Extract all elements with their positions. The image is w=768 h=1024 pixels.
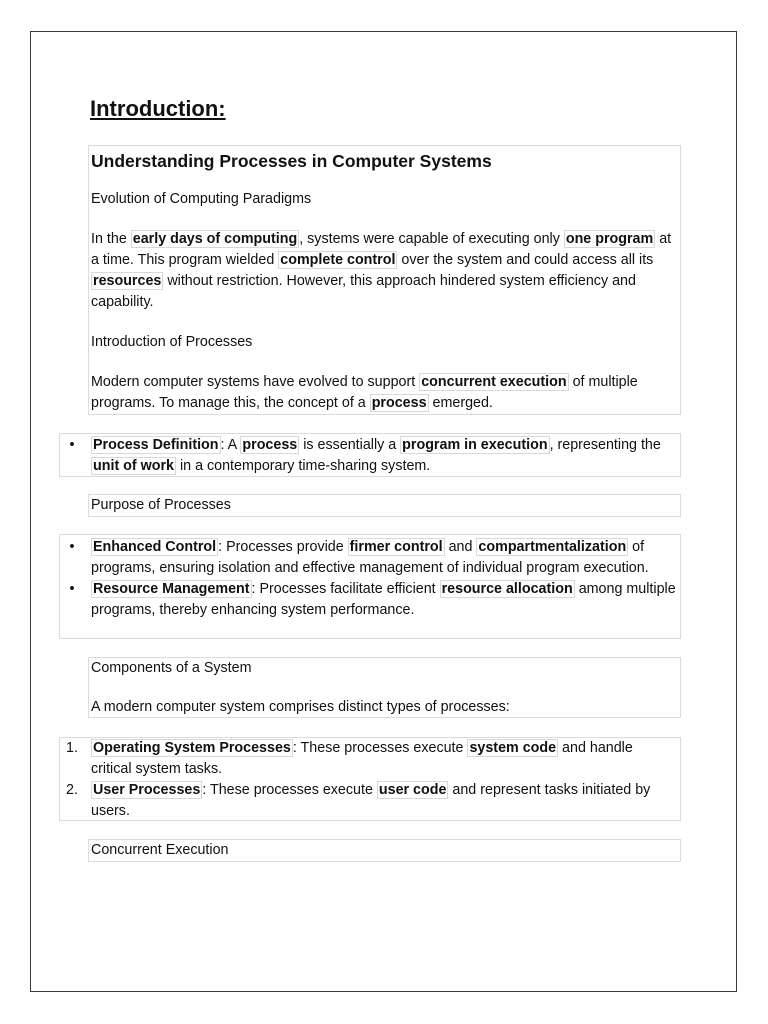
- bold-term: complete control: [280, 252, 396, 268]
- bold-term: early days of computing: [132, 231, 298, 247]
- section-understanding-processes: [88, 145, 681, 415]
- text: In the: [91, 231, 131, 247]
- subheading-introduction-of-processes: Introduction of Processes: [91, 334, 253, 350]
- bullet-marker: •: [69, 539, 75, 555]
- text: and: [444, 539, 477, 555]
- bold-term: process: [242, 437, 298, 453]
- subheading-purpose: [88, 494, 681, 517]
- text: emerged.: [428, 395, 493, 411]
- bullet-marker: •: [69, 581, 75, 597]
- bold-term: compartmentalization: [478, 539, 627, 555]
- text: , systems were capable of executing only: [299, 231, 564, 247]
- text: : These processes execute: [202, 782, 377, 798]
- text: over the system and could access all its: [397, 252, 654, 268]
- bold-term: program in execution: [402, 437, 548, 453]
- bold-term: Enhanced Control: [93, 539, 217, 555]
- text: : These processes execute: [292, 740, 468, 756]
- subheading-concurrent-text: Concurrent Execution: [91, 842, 229, 858]
- list-purpose-items: [59, 534, 681, 639]
- text: : Processes provide: [218, 539, 348, 555]
- subheading-components: Components of a System: [91, 660, 252, 676]
- text: of multiple programs. To manage this, the concept of a: [91, 374, 638, 411]
- page-heading: Introduction:: [90, 96, 226, 121]
- text: Modern computer systems have evolved to support: [91, 374, 420, 390]
- bold-term: concurrent execution: [421, 374, 567, 390]
- list-item: [69, 435, 676, 477]
- list-item: [66, 738, 676, 780]
- text: : Processes facilitate efficient: [251, 581, 440, 597]
- subheading-purpose-text: Purpose of Processes: [91, 497, 231, 513]
- bold-term: Operating System Processes: [93, 740, 291, 756]
- section-title: Understanding Processes in Computer Systems: [91, 151, 492, 171]
- bold-term: process: [371, 395, 427, 411]
- bold-term: one program: [565, 231, 654, 247]
- bullet-marker: •: [69, 437, 75, 453]
- number-marker: 2.: [66, 782, 78, 798]
- section-components: [88, 657, 681, 718]
- text: : A: [220, 437, 241, 453]
- bold-term: User Processes: [93, 782, 201, 798]
- text: without restriction. However, this approach hindered system efficiency and capability.: [91, 273, 636, 310]
- text: in a contemporary time-sharing system.: [176, 458, 431, 474]
- text: of programs, ensuring isolation and effective management of individual program execution.: [91, 539, 649, 576]
- paragraph-introduction: [91, 372, 676, 414]
- paragraph-components: A modern computer system comprises distinct types of processes:: [91, 699, 510, 715]
- subheading-concurrent: [88, 839, 681, 862]
- list-process-definition: [59, 433, 681, 477]
- text: and handle critical system tasks.: [91, 740, 633, 777]
- text: among multiple programs, thereby enhancing system performance.: [91, 581, 676, 618]
- bold-term: resource allocation: [441, 581, 573, 597]
- text: and represent tasks initiated by users.: [91, 782, 651, 819]
- list-process-types: [59, 737, 681, 821]
- list-item: [69, 537, 676, 579]
- list-item: [66, 780, 676, 822]
- number-marker: 1.: [66, 740, 78, 756]
- bold-term: system code: [469, 740, 557, 756]
- text: at a time. This program wielded: [91, 231, 672, 268]
- list-item: [69, 579, 676, 621]
- text: , representing the: [549, 437, 661, 453]
- subheading-evolution: Evolution of Computing Paradigms: [91, 191, 312, 207]
- bold-term: Process Definition: [93, 437, 219, 453]
- bold-term: resources: [93, 273, 162, 289]
- paragraph-evolution: [91, 229, 676, 313]
- bold-term: Resource Management: [93, 581, 250, 597]
- text: is essentially a: [299, 437, 401, 453]
- bold-term: user code: [378, 782, 447, 798]
- bold-term: unit of work: [93, 458, 175, 474]
- bold-term: firmer control: [349, 539, 443, 555]
